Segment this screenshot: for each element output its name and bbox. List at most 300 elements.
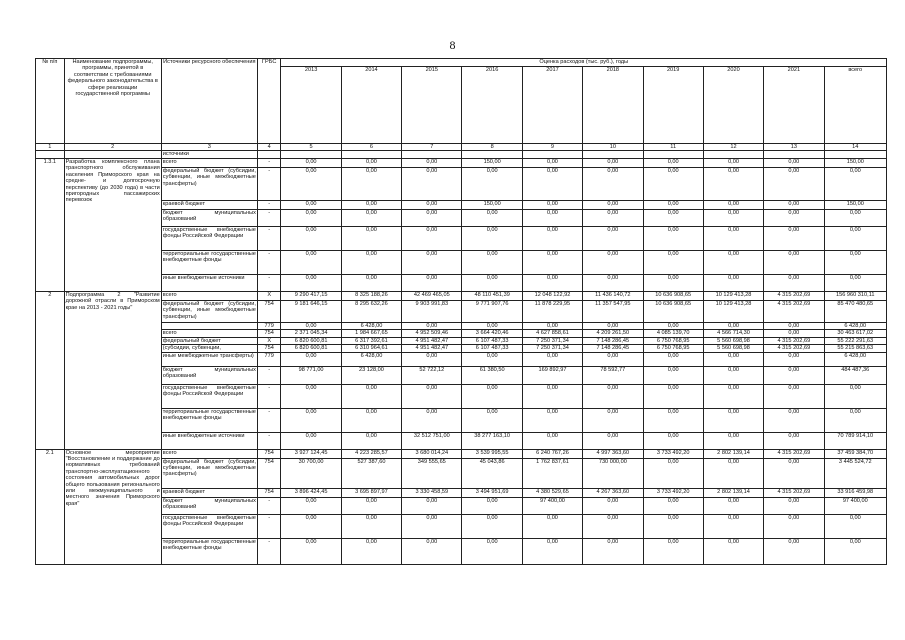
year-value: 0,00 <box>764 158 824 167</box>
year-value: 0,00 <box>703 432 763 449</box>
total-value: 156 960 310,11 <box>824 291 886 300</box>
year-value: 0,00 <box>764 432 824 449</box>
header-year: 2016 <box>462 67 522 144</box>
column-number: 6 <box>341 144 401 151</box>
year-value: 2 802 139,14 <box>703 488 763 497</box>
total-value: 150,00 <box>824 158 886 167</box>
year-value: 0,00 <box>643 352 703 366</box>
year-value: 0,00 <box>281 497 341 514</box>
column-number: 13 <box>764 144 824 151</box>
year-value: 0,00 <box>402 384 462 408</box>
total-value: 6 428,00 <box>824 322 886 329</box>
table-row <box>36 449 887 458</box>
year-value: 0,00 <box>341 514 401 538</box>
year-value: 0,00 <box>462 250 522 274</box>
year-value: 150,00 <box>462 158 522 167</box>
year-value: 0,00 <box>643 458 703 488</box>
year-value: 1 984 667,65 <box>341 330 401 337</box>
year-value: 4 627 858,61 <box>522 330 582 337</box>
year-value: 6 317 392,61 <box>341 337 401 344</box>
year-value: 0,00 <box>583 209 643 226</box>
year-value: 0,00 <box>583 384 643 408</box>
year-value: 730 000,00 <box>583 458 643 488</box>
year-value: 0,00 <box>643 200 703 209</box>
year-value: 6 750 768,95 <box>643 345 703 352</box>
grbs-code: - <box>257 432 281 449</box>
year-value: 0,00 <box>522 514 582 538</box>
year-value: 3 494 951,69 <box>462 488 522 497</box>
year-value: 0,00 <box>462 352 522 366</box>
funding-source: всего <box>161 291 257 300</box>
year-value: 4 315 202,69 <box>764 300 824 322</box>
table-row <box>36 209 887 226</box>
year-value: 3 664 420,46 <box>462 330 522 337</box>
total-value: 55 215 863,63 <box>824 345 886 352</box>
year-value: 6 428,00 <box>341 352 401 366</box>
grbs-code: 754 <box>257 488 281 497</box>
grbs-code: - <box>257 167 281 200</box>
year-value: 0,00 <box>703 497 763 514</box>
total-value: 55 222 291,63 <box>824 337 886 344</box>
grbs-code: - <box>257 538 281 564</box>
year-value: 0,00 <box>281 538 341 564</box>
year-value: 0,00 <box>583 167 643 200</box>
header-year: 2015 <box>402 67 462 144</box>
year-value: 4 380 529,65 <box>522 488 582 497</box>
year-value: 0,00 <box>764 538 824 564</box>
row-number: 2 <box>36 291 65 449</box>
year-value: 38 277 163,10 <box>462 432 522 449</box>
year-value: 1 762 837,61 <box>522 458 582 488</box>
page-number: 8 <box>449 38 456 52</box>
year-value: 0,00 <box>281 226 341 250</box>
funding-source: федеральный бюджет <box>161 337 257 344</box>
header-total: всего <box>824 67 886 144</box>
year-value: 3 733 492,20 <box>643 449 703 458</box>
year-value: 0,00 <box>522 209 582 226</box>
year-value: 0,00 <box>462 322 522 329</box>
year-value: 4 085 139,70 <box>643 330 703 337</box>
year-value: 52 722,12 <box>402 366 462 384</box>
year-value: 0,00 <box>583 514 643 538</box>
year-value: 10 129 413,28 <box>703 291 763 300</box>
table-body <box>36 158 887 564</box>
year-value: 0,00 <box>643 209 703 226</box>
column-number: 9 <box>522 144 582 151</box>
funding-source: всего <box>161 330 257 337</box>
year-value: 0,00 <box>281 322 341 329</box>
year-value: 0,00 <box>402 274 462 291</box>
year-value: 61 380,50 <box>462 366 522 384</box>
year-value: 0,00 <box>583 408 643 432</box>
year-value: 0,00 <box>462 514 522 538</box>
total-value: 3 445 524,72 <box>824 458 886 488</box>
year-value: 0,00 <box>522 322 582 329</box>
year-value: 0,00 <box>583 158 643 167</box>
grbs-code: - <box>257 158 281 167</box>
funding-source: государственные внебюджетные фонды Российской Федерации <box>161 226 257 250</box>
year-value: 0,00 <box>764 330 824 337</box>
table-row <box>36 300 887 322</box>
header-name: Наименование подпрограммы, программы, принятой в соответствии с требованиями федерального законодательства в сфере реализации государственной программы <box>64 59 161 144</box>
year-value: 0,00 <box>764 384 824 408</box>
year-value: 0,00 <box>281 432 341 449</box>
year-value: 4 951 482,47 <box>402 345 462 352</box>
header-source: Источники ресурсного обеспечения <box>161 59 257 144</box>
year-value: 0,00 <box>522 384 582 408</box>
year-value: 0,00 <box>643 226 703 250</box>
funding-source <box>161 322 257 329</box>
grbs-code: - <box>257 209 281 226</box>
year-value: 0,00 <box>341 384 401 408</box>
grbs-code: 754 <box>257 330 281 337</box>
year-value: 10 129 413,28 <box>703 300 763 322</box>
year-value: 48 110 451,39 <box>462 291 522 300</box>
year-value: 6 820 600,81 <box>281 337 341 344</box>
column-number: 7 <box>402 144 462 151</box>
column-number: 14 <box>824 144 886 151</box>
year-value: 45 043,86 <box>462 458 522 488</box>
year-value: 2 371 045,34 <box>281 330 341 337</box>
program-name: Разработка комплексного плана транспортного обслуживания населения Приморского края на средне- и долгосрочную перспективу (до 2030 года) в части пригородных пассажирских перевозок <box>64 158 161 291</box>
year-value: 0,00 <box>462 497 522 514</box>
year-value: 3 680 014,24 <box>402 449 462 458</box>
year-value: 0,00 <box>341 538 401 564</box>
year-value: 0,00 <box>281 158 341 167</box>
year-value: 0,00 <box>522 432 582 449</box>
year-value: 0,00 <box>703 408 763 432</box>
year-value: 0,00 <box>522 538 582 564</box>
year-value: 0,00 <box>341 158 401 167</box>
grbs-code: - <box>257 514 281 538</box>
year-value: 4 951 482,47 <box>402 337 462 344</box>
year-value: 0,00 <box>402 497 462 514</box>
year-value: 0,00 <box>281 167 341 200</box>
header-grbs: ГРБС <box>257 59 281 144</box>
year-value: 0,00 <box>583 250 643 274</box>
year-value: 0,00 <box>703 250 763 274</box>
grbs-code: X <box>257 291 281 300</box>
funding-source: бюджет муниципальных образований <box>161 209 257 226</box>
year-value: 0,00 <box>583 538 643 564</box>
year-value: 4 267 363,60 <box>583 488 643 497</box>
grbs-code: 779 <box>257 352 281 366</box>
year-value: 4 315 202,69 <box>764 291 824 300</box>
funding-source: бюджет муниципальных образований <box>161 497 257 514</box>
grbs-code: - <box>257 250 281 274</box>
year-value: 0,00 <box>583 432 643 449</box>
funding-source: территориальные государственные внебюджетные фонды <box>161 250 257 274</box>
year-value: 0,00 <box>402 514 462 538</box>
year-value: 9 771 907,76 <box>462 300 522 322</box>
total-value: 0,00 <box>824 408 886 432</box>
year-value: 0,00 <box>341 226 401 250</box>
total-value: 0,00 <box>824 274 886 291</box>
year-value: 0,00 <box>522 352 582 366</box>
year-value: 42 469 465,05 <box>402 291 462 300</box>
year-value: 7 250 371,34 <box>522 345 582 352</box>
year-value: 169 892,97 <box>522 366 582 384</box>
table-row <box>36 366 887 384</box>
year-value: 0,00 <box>281 200 341 209</box>
year-value: 32 512 751,00 <box>402 432 462 449</box>
year-value: 11 878 229,95 <box>522 300 582 322</box>
table-row <box>36 432 887 449</box>
year-value: 23 128,00 <box>341 366 401 384</box>
year-value: 0,00 <box>764 322 824 329</box>
funding-source: краевой бюджет <box>161 200 257 209</box>
total-value: 0,00 <box>824 514 886 538</box>
year-value: 4 209 261,50 <box>583 330 643 337</box>
funding-source: бюджет муниципальных образований <box>161 366 257 384</box>
year-value: 6 428,00 <box>341 322 401 329</box>
funding-source: иные внебюджетные источники <box>161 274 257 291</box>
year-value: 11 357 547,95 <box>583 300 643 322</box>
grbs-code: - <box>257 366 281 384</box>
year-value: 10 636 908,65 <box>643 300 703 322</box>
continuation-source: источники <box>161 151 257 158</box>
year-value: 5 560 698,98 <box>703 345 763 352</box>
year-value: 0,00 <box>341 209 401 226</box>
year-value: 4 315 202,69 <box>764 488 824 497</box>
budget-table <box>35 58 887 565</box>
header-year: 2013 <box>281 67 341 144</box>
year-value: 2 802 139,14 <box>703 449 763 458</box>
year-value: 0,00 <box>643 497 703 514</box>
total-value: 0,00 <box>824 209 886 226</box>
year-value: 0,00 <box>402 352 462 366</box>
year-value: 0,00 <box>522 167 582 200</box>
header-year: 2017 <box>522 67 582 144</box>
year-value: 0,00 <box>402 250 462 274</box>
year-value: 6 240 767,26 <box>522 449 582 458</box>
column-number: 1 <box>36 144 65 151</box>
year-value: 4 952 509,46 <box>402 330 462 337</box>
year-value: 0,00 <box>643 366 703 384</box>
year-value: 78 592,77 <box>583 366 643 384</box>
column-number: 5 <box>281 144 341 151</box>
header-num: № п/п <box>36 59 65 144</box>
year-value: 0,00 <box>643 408 703 432</box>
total-value: 0,00 <box>824 250 886 274</box>
funding-source: федеральный бюджет (субсидии, субвенции, иные межбюджетные трансферты) <box>161 300 257 322</box>
table-row <box>36 167 887 200</box>
year-value: 0,00 <box>462 538 522 564</box>
year-value: 0,00 <box>764 200 824 209</box>
year-value: 0,00 <box>341 497 401 514</box>
year-value: 0,00 <box>402 408 462 432</box>
total-value: 6 428,00 <box>824 352 886 366</box>
funding-source: иные межбюджетные трансферты) <box>161 352 257 366</box>
year-value: 0,00 <box>583 274 643 291</box>
total-value: 85 470 480,65 <box>824 300 886 322</box>
funding-source: всего <box>161 158 257 167</box>
year-value: 0,00 <box>583 200 643 209</box>
year-value: 97 400,00 <box>522 497 582 514</box>
total-value: 150,00 <box>824 200 886 209</box>
year-value: 0,00 <box>643 322 703 329</box>
year-value: 0,00 <box>764 352 824 366</box>
grbs-code: - <box>257 226 281 250</box>
total-value: 30 463 617,02 <box>824 330 886 337</box>
year-value: 0,00 <box>281 250 341 274</box>
year-value: 0,00 <box>643 167 703 200</box>
column-number: 11 <box>643 144 703 151</box>
year-value: 0,00 <box>341 200 401 209</box>
grbs-code: - <box>257 408 281 432</box>
row-number: 1.3.1 <box>36 158 65 291</box>
year-value: 10 636 908,65 <box>643 291 703 300</box>
grbs-code: 754 <box>257 458 281 488</box>
year-value: 0,00 <box>281 209 341 226</box>
year-value: 0,00 <box>462 408 522 432</box>
year-value: 0,00 <box>764 226 824 250</box>
column-number: 4 <box>257 144 281 151</box>
year-value: 0,00 <box>402 538 462 564</box>
year-value: 0,00 <box>764 167 824 200</box>
year-value: 0,00 <box>764 366 824 384</box>
year-value: 0,00 <box>703 209 763 226</box>
year-value: 3 695 897,97 <box>341 488 401 497</box>
total-value: 0,00 <box>824 384 886 408</box>
year-value: 0,00 <box>703 322 763 329</box>
funding-source: иные внебюджетные источники <box>161 432 257 449</box>
year-value: 6 820 600,81 <box>281 345 341 352</box>
year-value: 0,00 <box>764 408 824 432</box>
year-value: 0,00 <box>703 366 763 384</box>
column-number: 3 <box>161 144 257 151</box>
table-row <box>36 488 887 497</box>
table-row <box>36 408 887 432</box>
year-value: 4 315 202,69 <box>764 345 824 352</box>
table-row <box>36 514 887 538</box>
column-number: 2 <box>64 144 161 151</box>
year-value: 4 566 714,30 <box>703 330 763 337</box>
grbs-code: - <box>257 200 281 209</box>
table-row <box>36 158 887 167</box>
year-value: 0,00 <box>462 384 522 408</box>
year-value: 0,00 <box>462 209 522 226</box>
funding-source: государственные внебюджетные фонды Российской Федерации <box>161 384 257 408</box>
row-number: 2.1 <box>36 449 65 564</box>
grbs-code: X <box>257 337 281 344</box>
year-value: 0,00 <box>703 458 763 488</box>
year-value: 0,00 <box>703 158 763 167</box>
grbs-code: 779 <box>257 322 281 329</box>
year-value: 0,00 <box>402 226 462 250</box>
year-value: 0,00 <box>703 384 763 408</box>
table-row <box>36 226 887 250</box>
year-value: 7 148 286,45 <box>583 337 643 344</box>
year-value: 0,00 <box>402 167 462 200</box>
year-value: 7 250 371,34 <box>522 337 582 344</box>
table-row <box>36 345 887 352</box>
year-value: 527 387,60 <box>341 458 401 488</box>
year-value: 0,00 <box>764 514 824 538</box>
funding-source: краевой бюджет <box>161 488 257 497</box>
year-value: 3 927 124,45 <box>281 449 341 458</box>
year-value: 0,00 <box>643 384 703 408</box>
total-value: 97 400,00 <box>824 497 886 514</box>
year-value: 9 903 991,83 <box>402 300 462 322</box>
year-value: 0,00 <box>522 158 582 167</box>
year-value: 0,00 <box>341 408 401 432</box>
year-value: 3 330 458,59 <box>402 488 462 497</box>
program-name: Подпрограмма 2 "Развитие дорожной отрасли в Приморском крае на 2013 - 2021 годы" <box>64 291 161 449</box>
year-value: 0,00 <box>643 274 703 291</box>
funding-source: федеральный бюджет (субсидии, субвенции, иные межбюджетные трансферты) <box>161 167 257 200</box>
year-value: 0,00 <box>402 158 462 167</box>
year-value: 12 048 122,92 <box>522 291 582 300</box>
year-value: 4 223 285,57 <box>341 449 401 458</box>
year-value: 0,00 <box>764 274 824 291</box>
year-value: 0,00 <box>643 158 703 167</box>
program-name: Основное мероприятие "Восстановление и поддержание до нормативных требований транспортно-эксплуатационного состояния автомобильных дорог общего пользования регионального или межмуниципального и местного значения Приморского края" <box>64 449 161 564</box>
header-year: 2020 <box>703 67 763 144</box>
table-row <box>36 274 887 291</box>
total-value: 33 916 459,98 <box>824 488 886 497</box>
funding-source: государственные внебюджетные фонды Российской Федерации <box>161 514 257 538</box>
year-value: 0,00 <box>703 226 763 250</box>
table-row <box>36 250 887 274</box>
funding-source: территориальные государственные внебюджетные фонды <box>161 408 257 432</box>
year-value: 3 733 492,20 <box>643 488 703 497</box>
continuation-row <box>36 151 887 158</box>
total-value: 0,00 <box>824 226 886 250</box>
year-value: 6 750 768,95 <box>643 337 703 344</box>
year-value: 0,00 <box>462 167 522 200</box>
year-value: 0,00 <box>402 200 462 209</box>
table-row <box>36 322 887 329</box>
year-value: 0,00 <box>764 250 824 274</box>
year-value: 0,00 <box>402 209 462 226</box>
year-value: 0,00 <box>462 226 522 250</box>
grbs-code: 754 <box>257 300 281 322</box>
table-row <box>36 352 887 366</box>
year-value: 0,00 <box>281 352 341 366</box>
column-numbers-row <box>36 144 887 151</box>
year-value: 7 148 286,45 <box>583 345 643 352</box>
grbs-code: - <box>257 384 281 408</box>
table-row <box>36 330 887 337</box>
year-value: 0,00 <box>703 200 763 209</box>
column-number: 8 <box>462 144 522 151</box>
year-value: 0,00 <box>643 514 703 538</box>
year-value: 0,00 <box>583 226 643 250</box>
total-value: 0,00 <box>824 167 886 200</box>
total-value: 37 459 384,70 <box>824 449 886 458</box>
year-value: 0,00 <box>643 538 703 564</box>
year-value: 0,00 <box>522 250 582 274</box>
grbs-code: 754 <box>257 449 281 458</box>
table-row <box>36 337 887 344</box>
year-value: 0,00 <box>703 274 763 291</box>
table-row <box>36 200 887 209</box>
year-value: 4 315 202,69 <box>764 449 824 458</box>
header-estimate: Оценка расходов (тыс. руб.), годы <box>281 59 887 67</box>
year-value: 0,00 <box>643 432 703 449</box>
year-value: 9 290 417,15 <box>281 291 341 300</box>
year-value: 0,00 <box>281 514 341 538</box>
year-value: 150,00 <box>462 200 522 209</box>
year-value: 0,00 <box>402 322 462 329</box>
funding-source: территориальные государственные внебюджетные фонды <box>161 538 257 564</box>
year-value: 6 107 487,33 <box>462 345 522 352</box>
year-value: 0,00 <box>341 167 401 200</box>
table-row <box>36 291 887 300</box>
year-value: 0,00 <box>703 538 763 564</box>
year-value: 4 315 202,69 <box>764 337 824 344</box>
